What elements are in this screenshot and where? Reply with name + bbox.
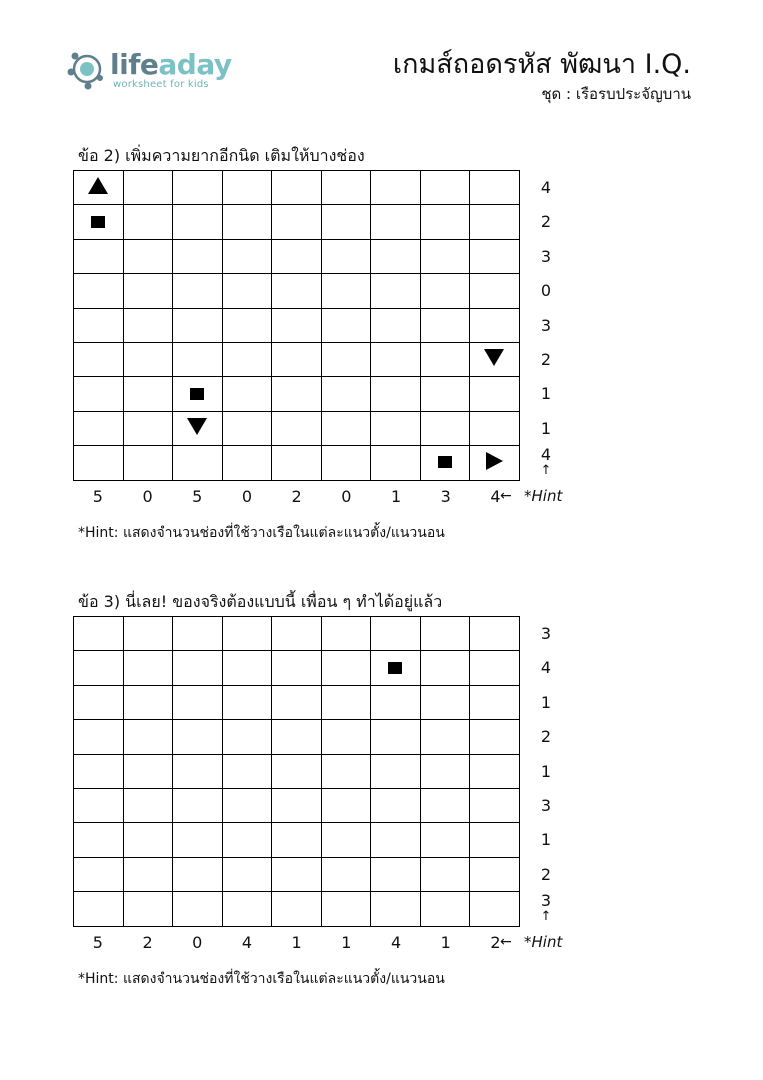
grid-cell[interactable] (321, 342, 371, 376)
grid-cell[interactable] (272, 411, 322, 445)
grid-cell[interactable] (420, 411, 470, 445)
grid-cell[interactable] (371, 274, 421, 308)
grid-cell[interactable] (173, 754, 223, 788)
row-hint: 0 (540, 281, 552, 301)
triangle-up-icon (88, 177, 108, 194)
square-icon (438, 456, 452, 468)
grid-cell[interactable] (371, 308, 421, 342)
grid-row (74, 857, 520, 891)
grid-cell[interactable] (470, 617, 520, 651)
grid-cell[interactable] (420, 651, 470, 685)
grid-cell[interactable] (321, 720, 371, 754)
grid-cell[interactable] (272, 171, 322, 205)
triangle-right-icon (486, 452, 503, 470)
grid-cell[interactable] (321, 788, 371, 822)
up-arrow-icon: ↑ (540, 909, 552, 924)
grid-cell[interactable] (321, 857, 371, 891)
grid-cell[interactable] (123, 239, 173, 273)
grid-row (74, 651, 520, 685)
grid-cell[interactable] (420, 274, 470, 308)
grid-cell[interactable] (272, 685, 322, 719)
grid-cell[interactable] (470, 823, 520, 857)
col-hint: 1 (390, 487, 402, 506)
grid-cell[interactable] (470, 446, 520, 480)
grid-cell[interactable] (272, 754, 322, 788)
puzzle-3-title: ข้อ 3) นี่เลย! ของจริงต้องแบบนี้ เพื่อน ๆ ทำได้อยู่แล้ว (78, 592, 443, 611)
grid-cell[interactable] (470, 857, 520, 891)
grid-cell[interactable] (173, 823, 223, 857)
grid-cell[interactable] (371, 754, 421, 788)
grid-cell[interactable] (371, 239, 421, 273)
grid-cell[interactable] (222, 205, 272, 239)
grid-cell[interactable] (470, 788, 520, 822)
grid-cell[interactable] (470, 274, 520, 308)
grid-cell[interactable] (470, 342, 520, 376)
grid-cell[interactable] (74, 685, 124, 719)
grid-cell[interactable] (173, 617, 223, 651)
grid-cell[interactable] (420, 308, 470, 342)
grid-cell[interactable] (470, 685, 520, 719)
grid-cell[interactable] (173, 685, 223, 719)
grid-cell[interactable] (123, 651, 173, 685)
col-hint: 0 (341, 487, 352, 506)
grid-cell[interactable] (371, 617, 421, 651)
grid-cell[interactable] (173, 308, 223, 342)
row-hint: 4 (540, 178, 552, 197)
grid-cell[interactable] (74, 171, 124, 205)
grid-cell[interactable] (371, 823, 421, 857)
puzzle-2-grid (73, 170, 520, 481)
grid-cell[interactable] (321, 239, 371, 273)
grid-cell[interactable] (371, 788, 421, 822)
grid-row (74, 274, 520, 308)
col-hint: 2 (291, 487, 302, 506)
grid-cell[interactable] (74, 239, 124, 273)
row-hint: 1 (540, 418, 552, 438)
grid-cell[interactable] (272, 788, 322, 822)
grid-cell[interactable] (74, 274, 124, 308)
grid-row (74, 754, 520, 788)
col-hint: 5 (92, 487, 103, 506)
grid-cell[interactable] (173, 377, 223, 411)
grid-cell[interactable] (173, 411, 223, 445)
grid-cell[interactable] (371, 446, 421, 480)
grid-cell[interactable] (74, 342, 124, 376)
grid-cell[interactable] (321, 651, 371, 685)
grid-cell[interactable] (420, 342, 470, 376)
grid-cell[interactable] (74, 308, 124, 342)
row-hint: 3 (540, 624, 552, 643)
grid-cell[interactable] (420, 617, 470, 651)
grid-cell[interactable] (74, 205, 124, 239)
grid-cell[interactable] (222, 823, 272, 857)
puzzle-2-note: *Hint: แสดงจำนวนช่องที่ใช้วางเรือในแต่ละแนวตั้ง/แนวนอน (78, 525, 445, 541)
col-hint: 4 (390, 933, 402, 952)
row-hint: 2 (540, 350, 552, 369)
grid-cell[interactable] (371, 720, 421, 754)
grid-cell[interactable] (470, 411, 520, 445)
grid-row (74, 788, 520, 822)
grid-cell[interactable] (272, 892, 322, 926)
puzzle-2-hint-label: *Hint (524, 487, 563, 505)
grid-cell[interactable] (123, 171, 173, 205)
grid-cell[interactable] (173, 788, 223, 822)
row-hint: 1 (540, 692, 552, 712)
grid-cell[interactable] (123, 377, 173, 411)
grid-cell[interactable] (321, 446, 371, 480)
col-hint: 5 (192, 487, 203, 506)
grid-cell[interactable] (272, 239, 322, 273)
puzzle-3-grid (73, 616, 520, 927)
grid-cell[interactable] (272, 651, 322, 685)
grid-cell[interactable] (321, 308, 371, 342)
grid-cell[interactable] (74, 377, 124, 411)
grid-cell[interactable] (222, 651, 272, 685)
grid-cell[interactable] (272, 377, 322, 411)
grid-cell[interactable] (272, 617, 322, 651)
grid-row (74, 720, 520, 754)
grid-cell[interactable] (222, 308, 272, 342)
grid-cell[interactable] (123, 720, 173, 754)
col-hint: 4 (490, 487, 501, 506)
row-hint: 2 (540, 727, 552, 747)
grid-cell[interactable] (321, 377, 371, 411)
grid-cell[interactable] (222, 446, 272, 480)
row-hint: 4 (540, 658, 552, 678)
col-hint: 0 (142, 487, 153, 506)
puzzle-2-title: ข้อ 2) เพิ่มความยากอีกนิด เติมให้บางช่อง (78, 146, 365, 165)
grid-cell[interactable] (173, 171, 223, 205)
grid-row (74, 446, 520, 480)
grid-cell[interactable] (371, 892, 421, 926)
grid-cell[interactable] (371, 342, 421, 376)
grid-cell[interactable] (420, 239, 470, 273)
grid-cell[interactable] (470, 754, 520, 788)
grid-cell[interactable] (123, 788, 173, 822)
grid-cell[interactable] (222, 171, 272, 205)
grid-cell[interactable] (173, 446, 223, 480)
square-icon (91, 216, 105, 228)
grid-cell[interactable] (173, 342, 223, 376)
grid-cell[interactable] (173, 651, 223, 685)
grid-cell[interactable] (123, 754, 173, 788)
col-hint: 0 (241, 487, 253, 506)
col-hint: 1 (291, 933, 302, 952)
row-hint: 1 (540, 830, 552, 850)
grid-cell[interactable] (222, 720, 272, 754)
grid-cell[interactable] (123, 411, 173, 445)
page-subtitle: ชุด : เรือรบประจัญบาน (541, 85, 691, 103)
grid-cell[interactable] (74, 651, 124, 685)
row-hint: 3 (540, 246, 552, 266)
grid-cell[interactable] (371, 857, 421, 891)
row-hint: 3 (540, 315, 552, 335)
grid-cell[interactable] (123, 617, 173, 651)
grid-cell[interactable] (222, 857, 272, 891)
grid-cell[interactable] (420, 377, 470, 411)
grid-cell[interactable] (470, 651, 520, 685)
triangle-down-icon (484, 349, 504, 366)
logo (66, 46, 236, 96)
page-title: เกมส์ถอดรหัส พัฒนา I.Q. (392, 49, 691, 80)
grid-row (74, 205, 520, 239)
grid-cell[interactable] (420, 446, 470, 480)
grid-row (74, 308, 520, 342)
puzzle-3-note: *Hint: แสดงจำนวนช่องที่ใช้วางเรือในแต่ละแนวตั้ง/แนวนอน (78, 971, 445, 987)
grid-row (74, 892, 520, 926)
col-hint: 3 (440, 487, 451, 506)
grid-row (74, 377, 520, 411)
grid-cell[interactable] (321, 617, 371, 651)
grid-cell[interactable] (272, 823, 322, 857)
grid-cell[interactable] (222, 685, 272, 719)
grid-cell[interactable] (470, 239, 520, 273)
logo-tagline: worksheet for kids (113, 79, 209, 90)
grid-cell[interactable] (272, 857, 322, 891)
grid-cell[interactable] (222, 239, 272, 273)
grid-cell[interactable] (272, 274, 322, 308)
grid-cell[interactable] (173, 857, 223, 891)
grid-cell[interactable] (74, 411, 124, 445)
grid-cell[interactable] (321, 892, 371, 926)
grid-cell[interactable] (222, 411, 272, 445)
grid-cell[interactable] (470, 892, 520, 926)
grid-cell[interactable] (74, 892, 124, 926)
grid-cell[interactable] (420, 788, 470, 822)
grid-cell[interactable] (222, 377, 272, 411)
col-hint: 1 (341, 933, 352, 952)
grid-cell[interactable] (470, 377, 520, 411)
square-icon (190, 388, 204, 400)
grid-cell[interactable] (74, 446, 124, 480)
grid-cell[interactable] (272, 205, 322, 239)
grid-cell[interactable] (371, 651, 421, 685)
row-hint: 1 (540, 384, 552, 404)
grid-cell[interactable] (371, 411, 421, 445)
grid-cell[interactable] (420, 892, 470, 926)
grid-cell[interactable] (222, 892, 272, 926)
grid-cell[interactable] (173, 239, 223, 273)
puzzle-3-hint-label: *Hint (524, 933, 563, 951)
grid-cell[interactable] (272, 446, 322, 480)
grid-cell[interactable] (470, 171, 520, 205)
left-arrow-icon: ← (500, 488, 512, 504)
grid-row (74, 171, 520, 205)
grid-cell[interactable] (470, 720, 520, 754)
grid-cell[interactable] (222, 274, 272, 308)
grid-cell[interactable] (74, 754, 124, 788)
grid-cell[interactable] (470, 205, 520, 239)
grid-cell[interactable] (272, 720, 322, 754)
row-hint: 2 (540, 212, 552, 232)
grid-row (74, 411, 520, 445)
col-hint: 2 (490, 933, 501, 952)
grid-cell[interactable] (123, 205, 173, 239)
grid-row (74, 823, 520, 857)
grid-row (74, 685, 520, 719)
up-arrow-icon: ↑ (540, 463, 552, 478)
col-hint: 2 (142, 933, 153, 952)
grid-row (74, 617, 520, 651)
grid-cell[interactable] (420, 857, 470, 891)
grid-cell[interactable] (74, 617, 124, 651)
grid-cell[interactable] (222, 754, 272, 788)
grid-cell[interactable] (321, 171, 371, 205)
grid-cell[interactable] (123, 685, 173, 719)
grid-cell[interactable] (371, 205, 421, 239)
grid-cell[interactable] (222, 788, 272, 822)
grid-cell[interactable] (222, 342, 272, 376)
grid-cell[interactable] (420, 754, 470, 788)
grid-cell[interactable] (173, 720, 223, 754)
grid-cell[interactable] (321, 274, 371, 308)
grid-cell[interactable] (470, 308, 520, 342)
grid-cell[interactable] (74, 823, 124, 857)
grid-cell[interactable] (74, 788, 124, 822)
grid-cell[interactable] (371, 171, 421, 205)
col-hint: 1 (440, 933, 451, 952)
grid-cell[interactable] (321, 205, 371, 239)
row-hint: 4 (540, 445, 552, 465)
col-hint: 5 (92, 933, 103, 952)
col-hint: 0 (192, 933, 203, 952)
col-hint: 4 (241, 933, 253, 952)
left-arrow-icon: ← (500, 934, 512, 950)
grid-cell[interactable] (74, 857, 124, 891)
grid-cell[interactable] (321, 411, 371, 445)
grid-cell[interactable] (123, 446, 173, 480)
grid-cell[interactable] (420, 685, 470, 719)
logo-molecule-icon (66, 48, 108, 90)
grid-cell[interactable] (371, 685, 421, 719)
grid-row (74, 239, 520, 273)
square-icon (388, 662, 402, 674)
grid-cell[interactable] (321, 754, 371, 788)
grid-cell[interactable] (420, 720, 470, 754)
grid-cell[interactable] (74, 720, 124, 754)
grid-cell[interactable] (173, 205, 223, 239)
grid-cell[interactable] (123, 274, 173, 308)
grid-cell[interactable] (272, 342, 322, 376)
grid-cell[interactable] (123, 892, 173, 926)
grid-cell[interactable] (222, 617, 272, 651)
row-hint: 3 (540, 891, 552, 911)
grid-cell[interactable] (123, 308, 173, 342)
grid-cell[interactable] (420, 205, 470, 239)
grid-cell[interactable] (321, 685, 371, 719)
grid-cell[interactable] (272, 308, 322, 342)
grid-row (74, 342, 520, 376)
grid-cell[interactable] (173, 892, 223, 926)
grid-cell[interactable] (371, 377, 421, 411)
grid-cell[interactable] (420, 823, 470, 857)
row-hint: 1 (540, 761, 552, 781)
logo-wordmark: lifeaday (110, 48, 232, 81)
grid-cell[interactable] (420, 171, 470, 205)
row-hint: 2 (540, 864, 552, 884)
grid-cell[interactable] (321, 823, 371, 857)
grid-cell[interactable] (123, 342, 173, 376)
triangle-down-icon (187, 418, 207, 435)
grid-cell[interactable] (123, 857, 173, 891)
grid-cell[interactable] (173, 274, 223, 308)
grid-cell[interactable] (123, 823, 173, 857)
row-hint: 3 (540, 796, 552, 815)
